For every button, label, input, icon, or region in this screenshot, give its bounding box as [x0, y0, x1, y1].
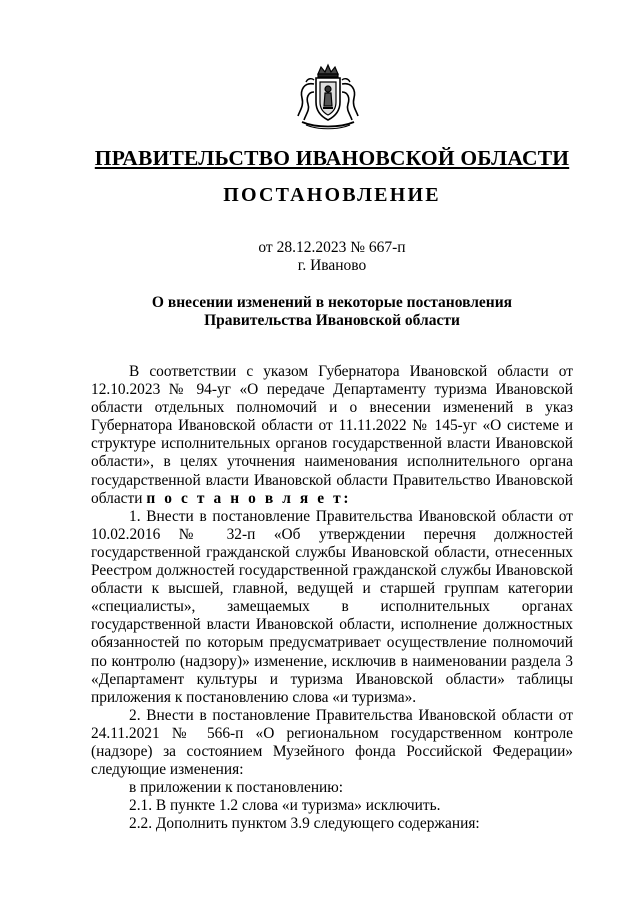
item-2-paragraph: 2. Внести в постановление Правительства Ивановской области от 24.11.2021 № 566-п «О региональном государственном контроле (надзоре) за состоянием Музейного фонда Российской Федерации» следующие изменения:: [91, 706, 573, 779]
organization-title: ПРАВИТЕЛЬСТВО ИВАНОВСКОЙ ОБЛАСТИ: [94, 146, 570, 170]
preamble-text: В соответствии с указом Губернатора Ивановской области от 12.10.2023 № 94-уг «О передаче Департаменту туризма Ивановской области отдельных полномочий и о внесении изменений в указ Губернатора Ивановской области от 11.11.2022 № 145-уг «О системе и структуре исполнительных органов государственной власти Ивановской области», в целях уточнения наименования исполнительного органа государственной власти Ивановской области Правительство Ивановской области: [91, 363, 573, 507]
city: г. Иваново: [297, 257, 367, 274]
date-block: [0, 239, 640, 275]
document-subject: [0, 294, 640, 330]
preamble-paragraph: [91, 363, 573, 508]
subject-line-2: Правительства Ивановской области: [204, 312, 460, 329]
decree-word: п о с т а н о в л я е т:: [146, 489, 352, 507]
item-2-1: 2.1. В пункте 1.2 слова «и туризма» исключить.: [129, 797, 441, 815]
coat-of-arms-icon: [292, 62, 364, 130]
item-1-paragraph: 1. Внести в постановление Правительства Ивановской области от 10.02.2016 № 32-п «Об утверждении перечня должностей государственной гражданской службы Ивановской области, отнесенных Реестром должностей государственной гражданской службы Ивановской области к высшей, главной, ведущей и старшей группам категории «специалисты», замещаемых в исполнительных органах государственной власти Ивановской области, исполнение должностных обязанностей по которым предусматривает осуществление полномочий по контролю (надзору)» изменение, исключив в наименовании раздела 3 «Департамент культуры и туризма Ивановской области» таблицы приложения к постановлению слова «и туризма».: [91, 507, 573, 706]
item-2-2: 2.2. Дополнить пунктом 3.9 следующего содержания:: [129, 815, 480, 833]
document-body: [91, 363, 573, 833]
document-type: ПОСТАНОВЛЕНИЕ: [223, 184, 441, 206]
subject-line-1: О внесении изменений в некоторые постановления: [151, 294, 513, 311]
date-number: от 28.12.2023 № 667-п: [258, 239, 406, 256]
item-2-intro: в приложении к постановлению:: [129, 779, 344, 797]
